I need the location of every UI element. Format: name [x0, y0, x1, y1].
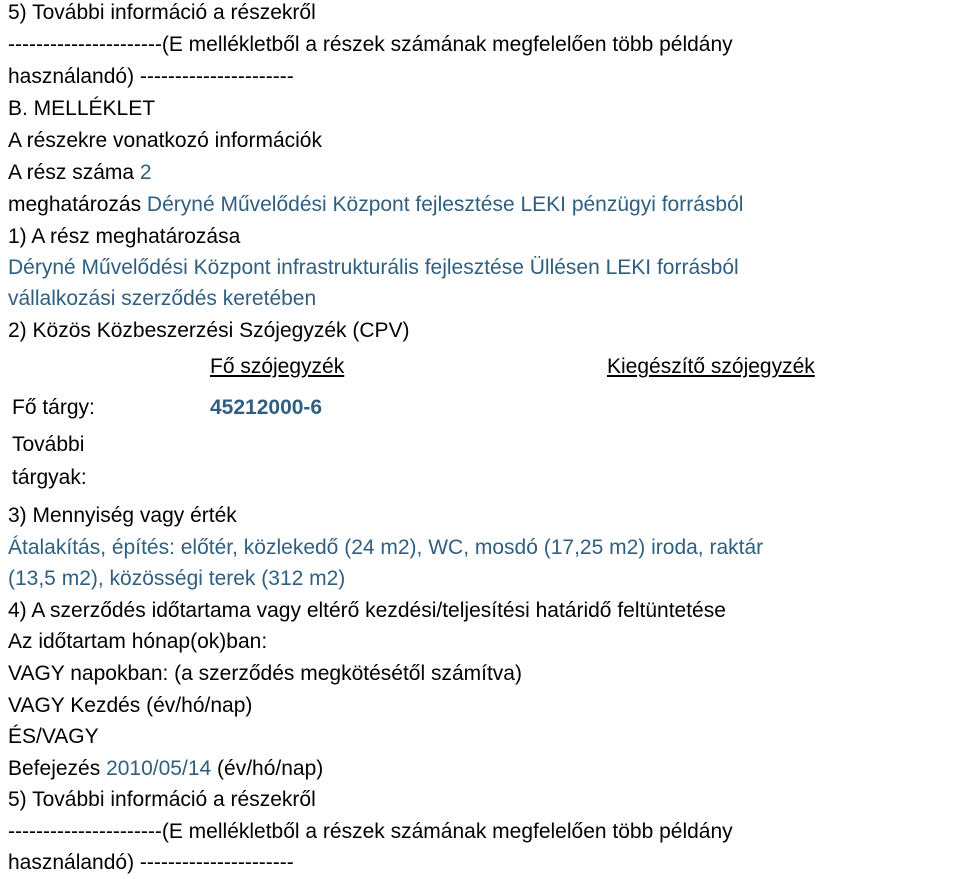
dashed-note: ----------------------(E mellékletből a részek számának megfelelően több példány — [8, 33, 733, 56]
section-1-text: Déryné Művelődési Központ infrastrukturális fejlesztése Üllésen LEKI forrásból — [8, 256, 739, 279]
definition-value: Déryné Művelődési Központ fejlesztése LEKI pénzügyi forrásból — [146, 193, 744, 216]
section-5-title: 5) További információ a részekről — [8, 1, 316, 24]
annex-title: B. MELLÉKLET — [8, 97, 156, 120]
cpv-main-header: Fő szójegyzék — [210, 355, 345, 378]
section-3-text-continuation: (13,5 m2), közösségi terek (312 m2) — [8, 567, 346, 590]
cpv-main-subject-code: 45212000-6 — [210, 396, 323, 419]
end-date-unit: (év/hó/nap) — [217, 757, 324, 780]
cpv-main-subject-label: Fő tárgy: — [12, 396, 95, 419]
section-3-title: 3) Mennyiség vagy érték — [8, 504, 237, 527]
definition-row — [8, 194, 743, 215]
and-or: ÉS/VAGY — [8, 725, 99, 748]
end-date-value: 2010/05/14 — [106, 757, 212, 780]
parts-info-heading: A részekre vonatkozó információk — [8, 129, 322, 152]
dashed-note-bottom-continuation: használandó) ---------------------- — [8, 851, 294, 874]
part-number-value: 2 — [139, 161, 152, 184]
cpv-supplementary-header: Kiegészítő szójegyzék — [607, 355, 815, 378]
part-number-row — [8, 162, 152, 183]
section-5-title-bottom: 5) További információ a részekről — [8, 788, 316, 811]
cpv-other-subjects-label-continuation: tárgyak: — [12, 466, 87, 489]
duration-days: VAGY napokban: (a szerződés megkötésétől számítva) — [8, 662, 522, 685]
end-date-label: Befejezés — [8, 757, 101, 780]
dashed-note-bottom: ----------------------(E mellékletből a részek számának megfelelően több példány — [8, 820, 733, 843]
section-4-title: 4) A szerződés időtartama vagy eltérő kezdési/teljesítési határidő feltüntetése — [8, 599, 726, 622]
section-1-title: 1) A rész meghatározása — [8, 225, 241, 248]
dashed-note-continuation: használandó) ---------------------- — [8, 65, 294, 88]
end-date-row — [8, 758, 323, 779]
section-2-title: 2) Közös Közbeszerzési Szójegyzék (CPV) — [8, 319, 410, 342]
definition-label: meghatározás — [8, 193, 142, 216]
part-number-label: A rész száma — [8, 161, 135, 184]
section-1-text-continuation: vállalkozási szerződés keretében — [8, 287, 317, 310]
start-date: VAGY Kezdés (év/hó/nap) — [8, 694, 253, 717]
cpv-other-subjects-label: További — [12, 433, 85, 456]
duration-months: Az időtartam hónap(ok)ban: — [8, 630, 268, 653]
section-3-text: Átalakítás, építés: előtér, közlekedő (24 m2), WC, mosdó (17,25 m2) iroda, raktár — [8, 536, 764, 559]
